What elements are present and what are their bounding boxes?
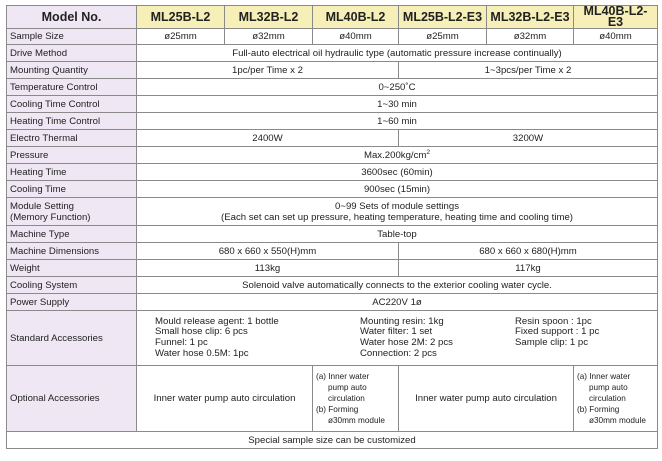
note-line: pump auto [328, 383, 367, 392]
electro-thermal-e3: 3200W [399, 130, 658, 147]
accessory-empty [515, 349, 635, 360]
row-heating-time [7, 164, 658, 181]
accessory-item: Water hose 0.5M: 1pc [155, 347, 249, 359]
module-setting-sublabel: (Memory Function) [10, 211, 91, 223]
pressure-value [137, 147, 658, 164]
row-label: Temperature Control [7, 79, 137, 96]
row-machine-type [7, 226, 658, 243]
row-label: Heating Time Control [7, 113, 137, 130]
optional-accessories-main-e3: Inner water pump auto circulation [399, 366, 574, 432]
model-name: ML40B-L2 [313, 6, 399, 29]
row-cooling-time-control [7, 96, 658, 113]
accessory-item: Water hose 2M: 2 pcs [360, 337, 453, 348]
row-label: Mounting Quantity [7, 62, 137, 79]
model-name: ML25B-L2-E3 [399, 6, 487, 29]
row-label: Optional Accessories [7, 366, 137, 432]
mounting-quantity-l2: 1pc/per Time x 2 [137, 62, 399, 79]
cooling-time-control-value: 1~30 min [137, 96, 658, 113]
row-label: Power Supply [7, 294, 137, 311]
row-label: Machine Type [7, 226, 137, 243]
row-machine-dimensions [7, 243, 658, 260]
accessory-item: Sample clip: 1 pc [515, 337, 589, 348]
sample-size-value: ø25mm [399, 29, 487, 45]
note-line: circulation [589, 394, 626, 403]
row-label: Pressure [7, 147, 137, 164]
row-footer [7, 432, 658, 449]
sample-size-value: ø40mm [574, 29, 658, 45]
accessory-item: Water filter: 1 set [360, 326, 433, 338]
module-setting-label: Module Setting [10, 200, 74, 212]
row-power-supply [7, 294, 658, 311]
note-line: ø30mm module [589, 416, 646, 425]
row-mounting-quantity [7, 62, 658, 79]
row-cooling-system [7, 277, 658, 294]
row-label: Machine Dimensions [7, 243, 137, 260]
heating-time-control-value: 1~60 min [137, 113, 658, 130]
module-setting-line: (Each set can set up pressure, heating temperature, heating time and cooling time) [221, 211, 573, 223]
header-row [7, 6, 658, 29]
row-heating-time-control [7, 113, 658, 130]
sample-size-value: ø40mm [313, 29, 399, 45]
model-no-label: Model No. [7, 6, 137, 29]
row-standard-accessories [7, 311, 658, 366]
sample-size-value: ø32mm [487, 29, 574, 45]
model-name: ML25B-L2 [137, 6, 225, 29]
row-weight [7, 260, 658, 277]
row-label: Standard Accessories [7, 311, 137, 366]
accessory-item: Funnel: 1 pc [155, 337, 208, 348]
row-optional-accessories [7, 366, 658, 432]
accessory-item: Connection: 2 pcs [360, 347, 437, 359]
model-name: ML32B-L2-E3 [487, 6, 574, 29]
machine-dimensions-l2: 680 x 660 x 550(H)mm [137, 243, 399, 260]
cooling-time-value: 900sec (15min) [137, 181, 658, 198]
heating-time-value: 3600sec (60min) [137, 164, 658, 181]
pressure-unit-superscript: 2 [426, 148, 430, 156]
optional-accessories-notes-e3 [574, 366, 658, 432]
row-label: Cooling Time Control [7, 96, 137, 113]
row-label: Sample Size [7, 29, 137, 45]
module-setting-line: 0~99 Sets of module settings [335, 200, 459, 212]
accessory-item: Mounting resin: 1kg [360, 315, 444, 327]
row-electro-thermal [7, 130, 658, 147]
accessory-grid [140, 317, 654, 359]
model-name: ML40B-L2-E3 [574, 6, 658, 29]
cooling-system-value: Solenoid valve automatically connects to the exterior cooling water cycle. [137, 277, 658, 294]
note-line: circulation [328, 394, 365, 403]
machine-type-value: Table-top [137, 226, 658, 243]
temperature-control-value: 0~250˚C [137, 79, 658, 96]
row-cooling-time [7, 181, 658, 198]
note-line: ø30mm module [328, 416, 385, 425]
note-line: (b) Forming [577, 405, 620, 414]
model-name: ML32B-L2 [225, 6, 313, 29]
accessory-item: Resin spoon : 1pc [515, 315, 592, 327]
sample-size-value: ø25mm [137, 29, 225, 45]
row-drive-method [7, 45, 658, 62]
electro-thermal-l2: 2400W [137, 130, 399, 147]
row-label: Cooling System [7, 277, 137, 294]
row-label: Weight [7, 260, 137, 277]
power-supply-value: AC220V 1ø [137, 294, 658, 311]
accessory-item: Small hose clip: 6 pcs [155, 326, 248, 338]
optional-accessories-main-l2: Inner water pump auto circulation [137, 366, 313, 432]
row-label [7, 198, 137, 226]
sample-size-value: ø32mm [225, 29, 313, 45]
module-setting-value [137, 198, 658, 226]
row-module-setting [7, 198, 658, 226]
row-pressure [7, 147, 658, 164]
note-line: (b) Forming [316, 405, 359, 414]
optional-accessories-notes-l2 [313, 366, 399, 432]
note-line: (a) Inner water [316, 372, 370, 381]
row-label: Electro Thermal [7, 130, 137, 147]
machine-dimensions-e3: 680 x 660 x 680(H)mm [399, 243, 658, 260]
note-line: (a) Inner water [577, 372, 631, 381]
accessory-item: Fixed support : 1 pc [515, 326, 600, 338]
drive-method-value: Full-auto electrical oil hydraulic type (automatic pressure increase continually) [137, 45, 658, 62]
weight-e3: 117kg [399, 260, 658, 277]
footer-note: Special sample size can be customized [7, 432, 658, 449]
note-line: pump auto [589, 383, 628, 392]
row-label: Cooling Time [7, 181, 137, 198]
row-temperature-control [7, 79, 658, 96]
spec-table [6, 5, 658, 449]
standard-accessories-value [137, 311, 658, 366]
row-label: Drive Method [7, 45, 137, 62]
pressure-text: Max.200kg/cm [363, 149, 427, 161]
row-sample-size [7, 29, 658, 45]
accessory-item: Mould release agent: 1 bottle [155, 315, 279, 327]
weight-l2: 113kg [137, 260, 399, 277]
mounting-quantity-e3: 1~3pcs/per Time x 2 [399, 62, 658, 79]
row-label: Heating Time [7, 164, 137, 181]
